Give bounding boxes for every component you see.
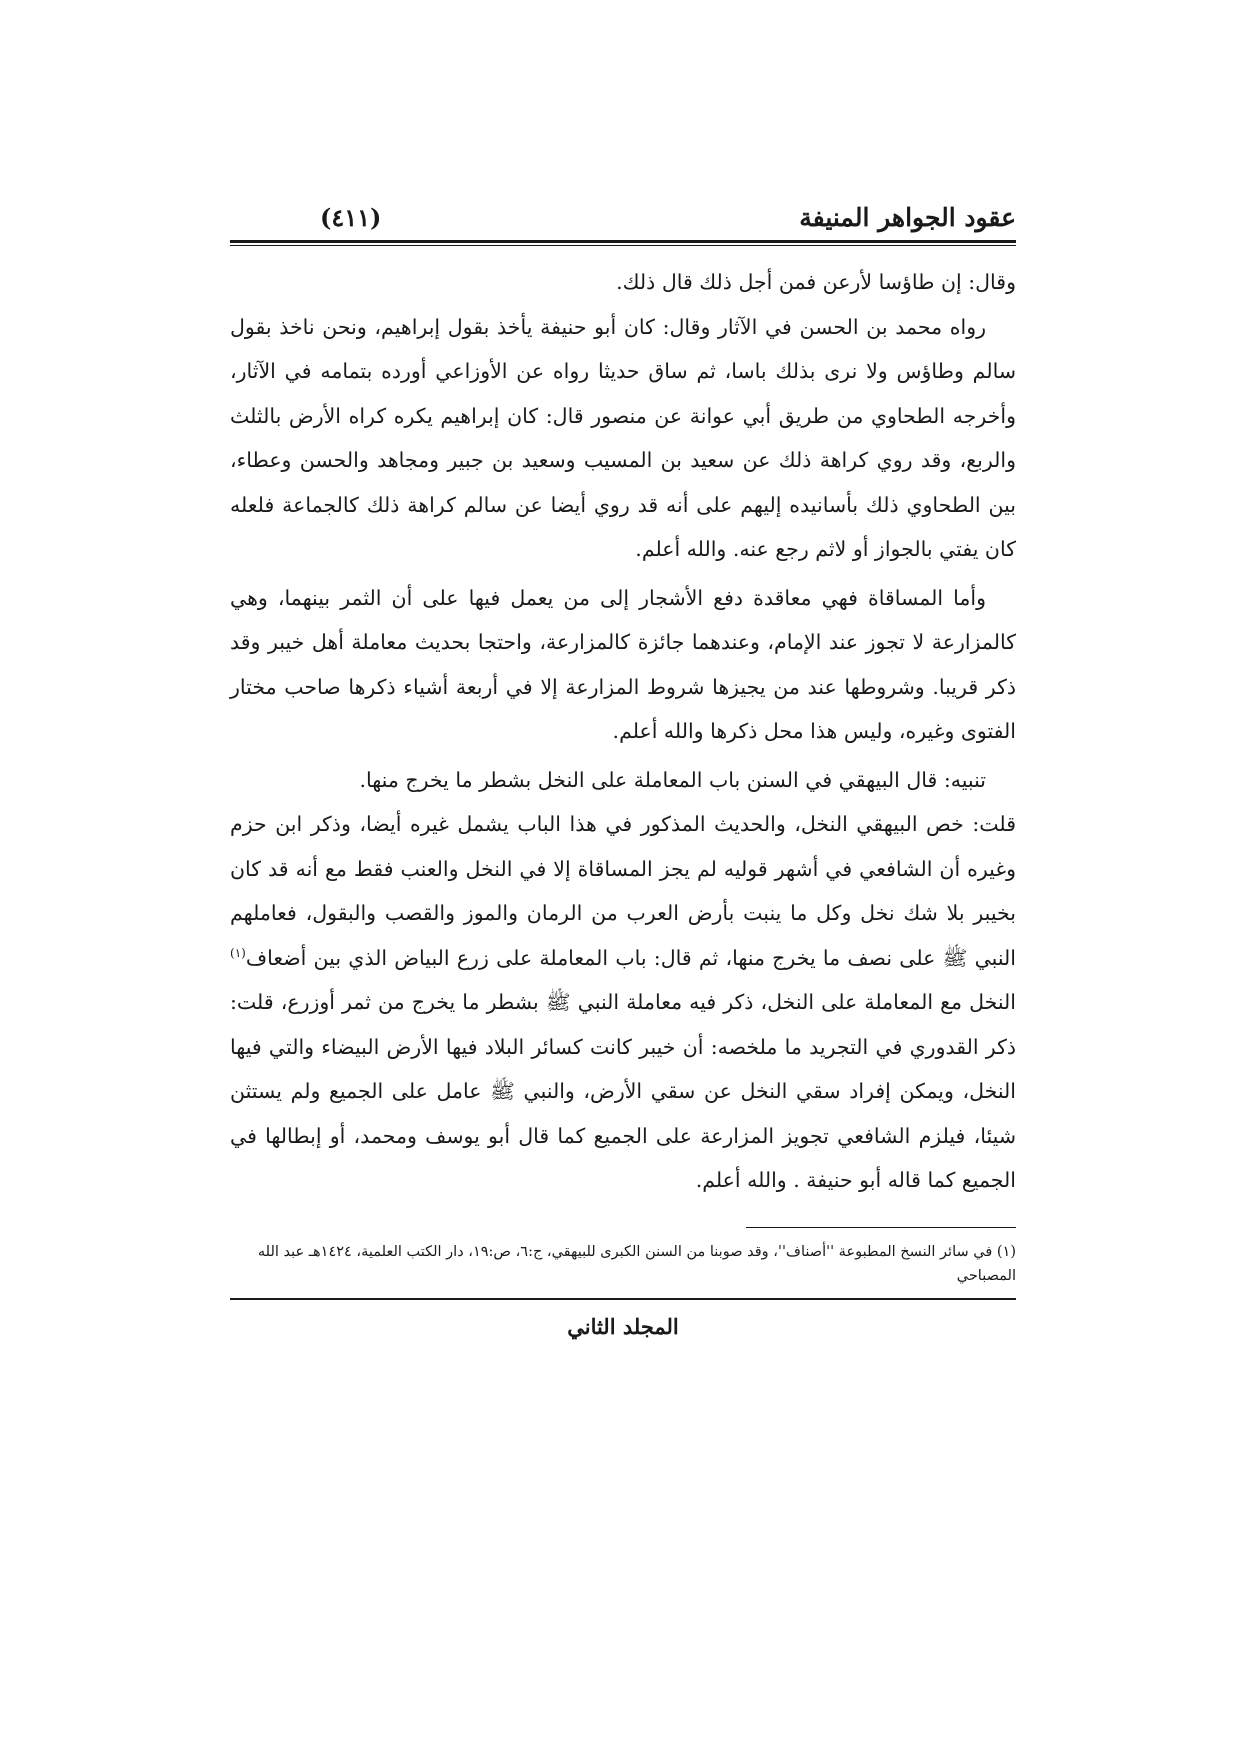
- paragraph-2: رواه محمد بن الحسن في الآثار وقال: كان أبو حنيفة يأخذ بقول إبراهيم، ونحن ناخذ بقول سالم وطاؤس ولا نرى بذلك باسا، ثم ساق حديثا رواه عن الأوزاعي أورده بتمامه في الآثار، وأخرجه الطحاوي من طريق أبي عوانة عن منصور قال: كان إبراهيم يكره كراه الأرض بالثلث والربع، وقد روي كراهة ذلك عن سعيد بن المسيب وسعيد بن جبير ومجاهد والحسن وعطاء، بين الطحاوي ذلك بأسانيده إليهم على أنه قد روي أيضا عن سالم كراهة ذلك كالجماعة فلعله كان يفتي بالجواز أو لاثم رجع عنه. والله أعلم.: [230, 314, 1016, 561]
- footnote-reference[interactable]: (١): [230, 945, 246, 960]
- page-header: [230, 190, 1016, 232]
- paragraph-5-text: قلت: خص البيهقي النخل، والحديث المذكور في هذا الباب يشمل غيره أيضا، وذكر ابن حزم وغيره أن الشافعي في أشهر قوليه لم يجز المساقاة إلا في النخل والعنب فقط مع أنه قد كان بخيبر بلا شك نخل وكل ما ينبت بأرض العرب من الرمان والموز والقصب والبقول، فعاملهم النبي ﷺ على نصف ما يخرج منها، ثم قال: باب المعاملة على زرع البياض الذي بين أضعاف: [230, 812, 1016, 970]
- paragraph-5-continuation: النخل مع المعاملة على النخل، ذكر فيه معاملة النبي ﷺ بشطر ما يخرج من ثمر أوزرع، قلت: ذكر القدوري في التجريد ما ملخصه: أن خيبر كانت كسائر البلاد فيها الأرض البيضاء والتي فيها النخل، ويمكن إفراد سقي النخل عن سقي الأرض، والنبي ﷺ عامل على الجميع ولم يستثن شيئا، فيلزم الشافعي تجويز المزارعة على الجميع كما قال أبو يوسف ومحمد، أو إبطالها في الجميع كما قاله أبو حنيفة . والله أعلم.: [230, 990, 1016, 1192]
- footnote-separator: [746, 1227, 1016, 1228]
- paragraph-4: تنبيه: قال البيهقي في السنن باب المعاملة على النخل بشطر ما يخرج منها.: [359, 767, 986, 792]
- volume-label: المجلد الثاني: [567, 1313, 679, 1339]
- footnote: (١) في سائر النسخ المطبوعة ''أصناف''، وقد صوبنا من السنن الكبرى للبيهقي، ج:٦، ص:١٩، دار الكتب العلمية، ١٤٢٤هـ عبد الله المصباحي: [257, 1243, 1016, 1284]
- paragraph-1: وقال: إن طاؤسا لأرعن فمن أجل ذلك قال ذلك.: [616, 270, 1016, 294]
- header-rule: [230, 240, 1016, 246]
- main-text: [230, 260, 1016, 1203]
- running-title: عقود الجواهر المنيفة: [799, 203, 1016, 232]
- paragraph-3: وأما المساقاة فهي معاقدة دفع الأشجار إلى من يعمل فيها على أن الثمر بينهما، وهي كالمزارعة لا تجوز عند الإمام، وعندهما جائزة كالمزارعة، واحتجا بحديث معاملة أهل خيبر وقد ذكر قريبا. وشروطها عند من يجيزها شروط المزارعة إلا في أربعة أشياء ذكرها صاحب مختار الفتوى وغيره، وليس هذا محل ذكرها والله أعلم.: [230, 585, 1016, 743]
- page-number: (٤١١): [320, 203, 382, 232]
- footer-rule: [230, 1298, 1016, 1300]
- document-page: [230, 190, 1016, 1339]
- paragraph-5: [230, 802, 1016, 1203]
